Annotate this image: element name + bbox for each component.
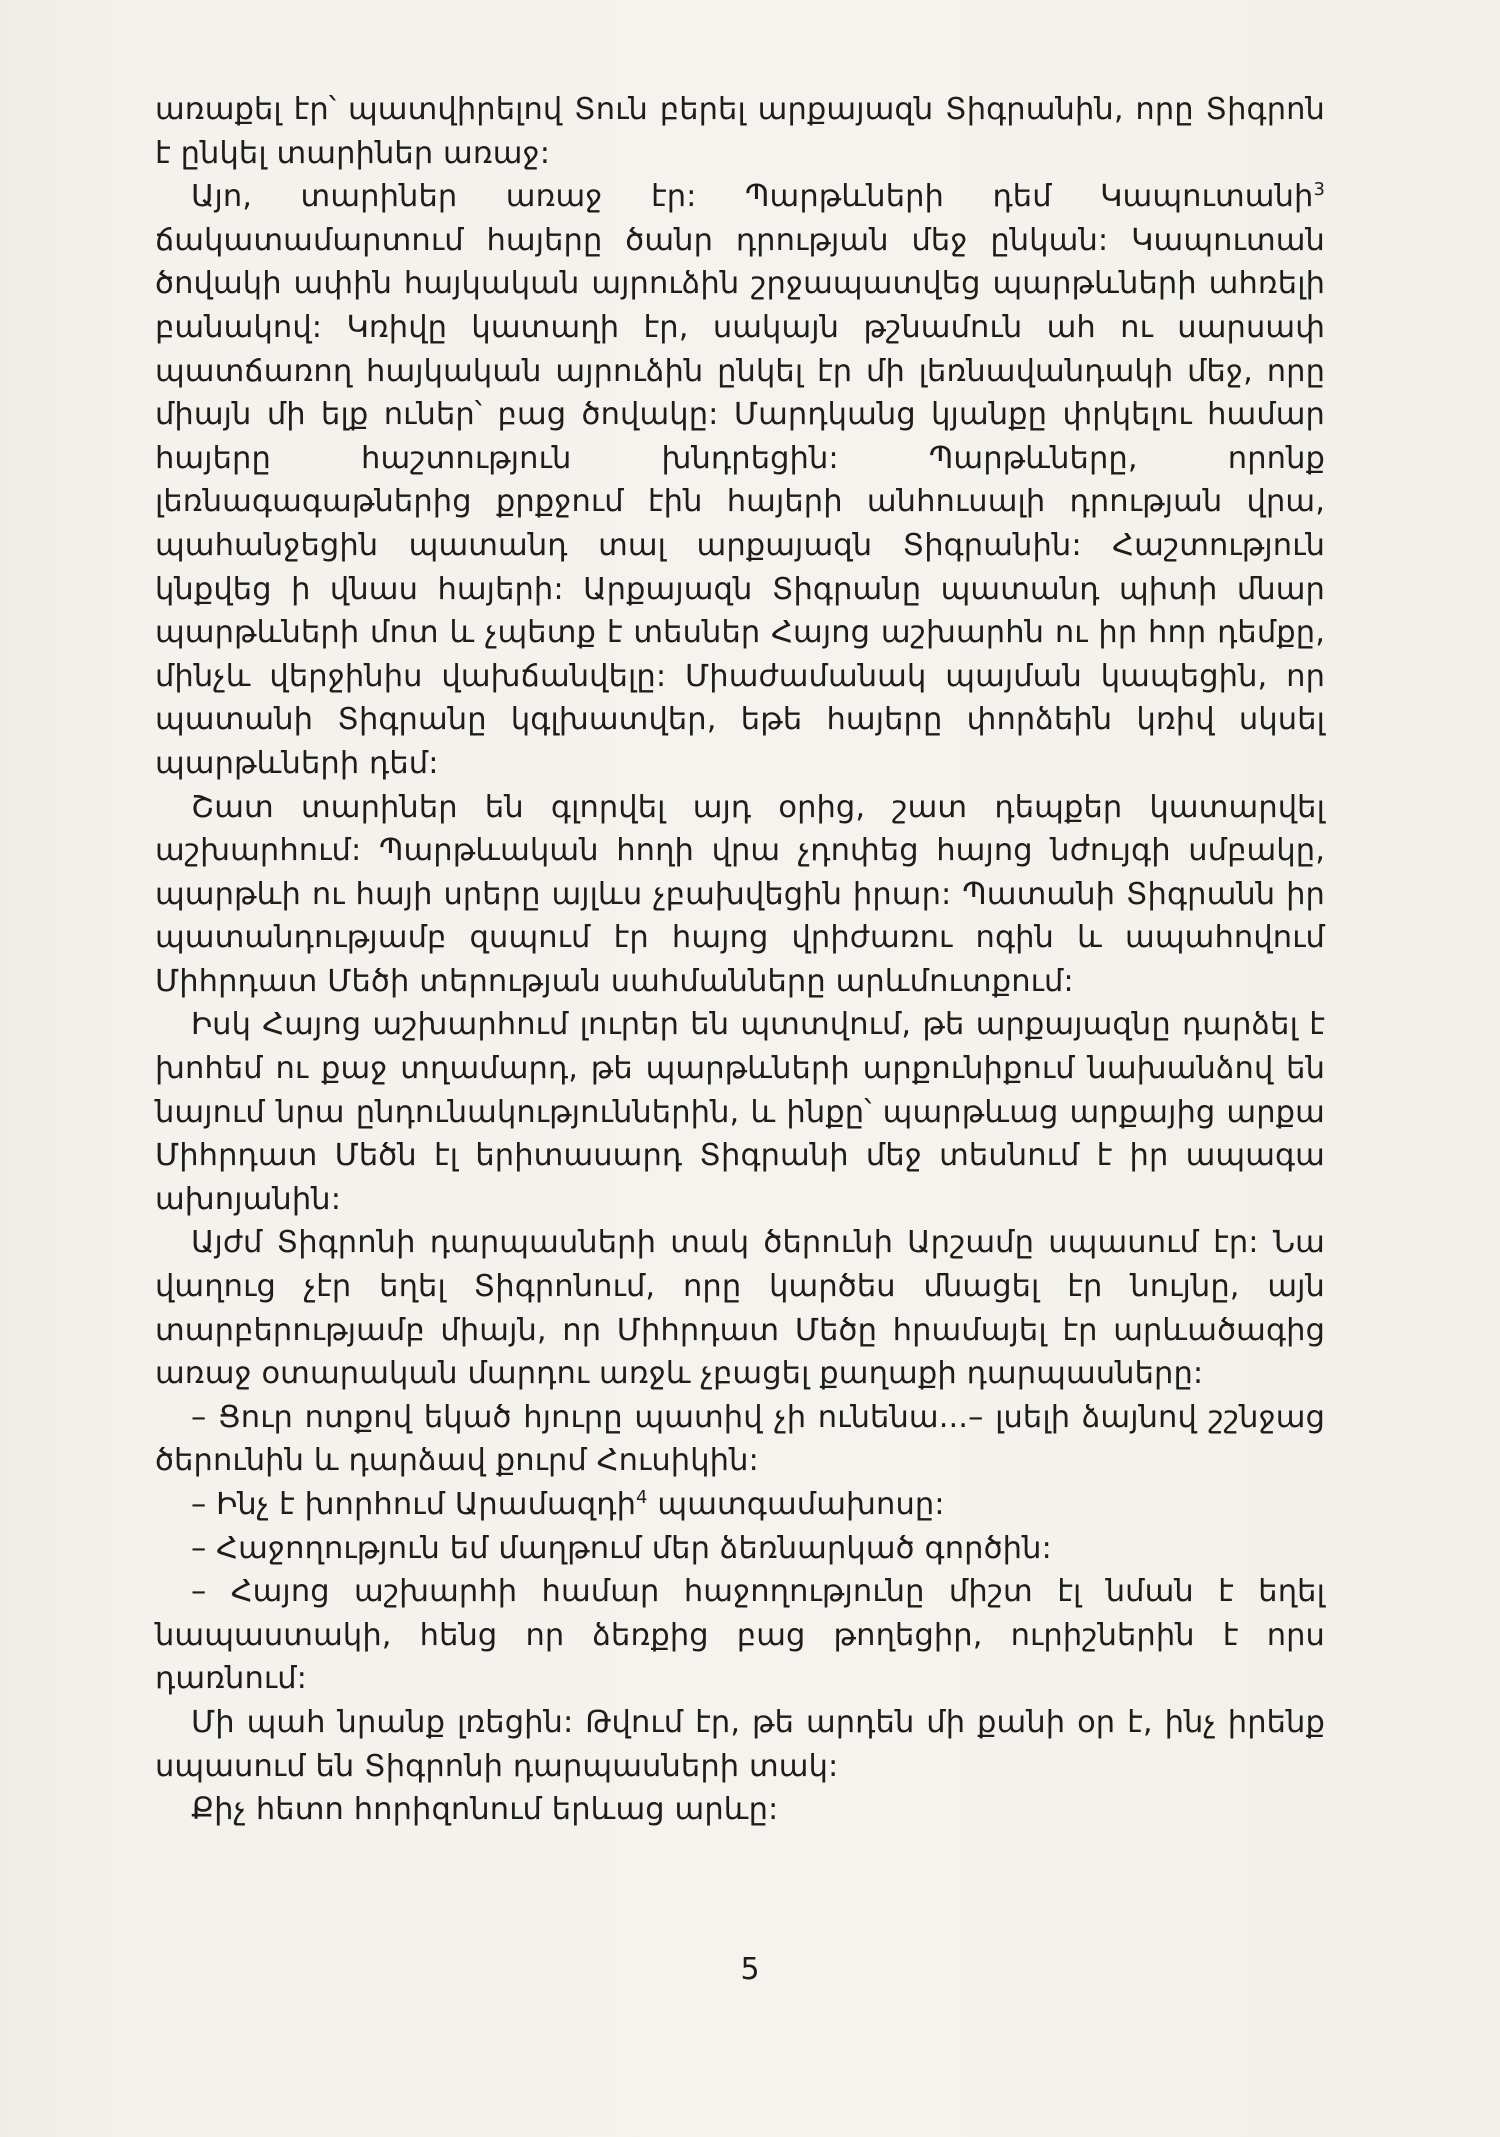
paragraph-7: Քիչ հետո հորիզոնում երևաց արևը: [191,1792,779,1828]
page-number: 5 [740,1952,760,1987]
dialog-line-3: – Հաջողություն եմ մաղթում մեր ձեռնարկած գործին: [191,1530,1052,1566]
paragraph-2 [155,175,1325,785]
dialog-line-1: – Ցուր ոտքով եկած հյուրը պատիվ չի ունենա...– լսելի ձայնով շշնջաց ծերունին և դարձավ քուրմ Հուսիկին: [155,1399,1325,1479]
footnote-marker-3: 3 [1313,179,1325,201]
paragraph-2-part-b: ճակատամարտում հայերը ծանր դրության մեջ ընկան: Կապուտան ծովակի ափին հայկական այրուձին շրջապատվեց պարթևների ահռելի բանակով: Կռիվը կատաղի էր, սակայն թշնամուն ահ ու սարսափ պատճառող հայկական այրուձին ընկել էր մի լեռնավանդակի մեջ, որը միայն մի ելք ուներ՝ բաց ծովակը: Մարդկանց կյանքը փրկելու համար հայերը հաշտություն խնդրեցին: Պարթևները, որոնք լեռնագագաթներից քրքջում էին հայերի անհուսալի դրության վրա, պահանջեցին պատանդ տալ արքայազն Տիգրանին: Հաշտություն կնքվեց ի վնաս հայերի: Արքայազն Տիգրանը պատանդ պիտի մնար պարթևների մոտ և չպետք է տեսներ Հայոց աշխարհն ու իր հոր դեմքը, մինչև վերջինիս վախճանվելը: Միաժամանակ պայման կապեցին, որ պատանի Տիգրանը կգլխատվեր, եթե հայերը փորձեին կռիվ սկսել պարթևների դեմ: [155,222,1325,781]
paragraph-2-part-a: Այո, տարիներ առաջ էր: Պարթևների դեմ Կապուտանի [191,179,1314,215]
dialog-line-2-part-a: – Ինչ է խորհում Արամազդի [191,1487,637,1522]
paragraph-4: Իսկ Հայոց աշխարհում լուրեր են պտտվում, թե արքայազնը դարձել է խոհեմ ու քաջ տղամարդ, թե պարթևների արքունիքում նախանձով են նայում նրա ընդունակություններին, և ինքը՝ պարթևաց արքայից արքա Միհրդատ Մեծն էլ երիտասարդ Տիգրանի մեջ տեսնում է իր ապագա ախոյանին: [155,1007,1325,1217]
dialog-line-4: – Հայոց աշխարհի համար հաջողությունը միշտ էլ նման է եղել նապաստակի, հենց որ ձեռքից բաց թողեցիր, ուրիշներին է որս դառնում: [155,1574,1325,1697]
paragraph-6: Մի պահ նրանք լռեցին: Թվում էր, թե արդեն մի քանի օր է, ինչ իրենք սպասում են Տիգրոնի դարպասների տակ: [155,1704,1325,1784]
paragraph-3: Շատ տարիներ են գլորվել այդ օրից, շատ դեպքեր կատարվել աշխարհում: Պարթևական հողի վրա չդոփեց հայոց նժույգի սմբակը, պարթևի ու հայի սրերը այլևս չբախվեցին իրար: Պատանի Տիգրանն իր պատանդությամբ զսպում էր հայոց վրիժառու ոգին և ապահովում Միհրդատ Մեծի տերության սահմանները արևմուտքում: [155,789,1325,999]
dialog-line-2-part-b: պատգամախոսը: [647,1487,945,1522]
body-text [155,88,1325,1832]
footnote-marker-4: 4 [636,1486,648,1508]
paragraph-1: առաքել էր՝ պատվիրելով Տուն բերել արքայազն Տիգրանին, որը Տիգրոն է ընկել տարիներ առաջ: [155,92,1325,171]
dialog-line-2 [155,1483,1325,1527]
paragraph-5: Այժմ Տիգրոնի դարպասների տակ ծերունի Արշամը սպասում էր: Նա վաղուց չէր եղել Տիգրոնում, որը կարծես մնացել էր նույնը, այն տարբերությամբ միայն, որ Միհրդատ Մեծը հրամայել էր արևածագից առաջ օտարական մարդու առջև չբացել քաղաքի դարպասները: [155,1225,1325,1392]
